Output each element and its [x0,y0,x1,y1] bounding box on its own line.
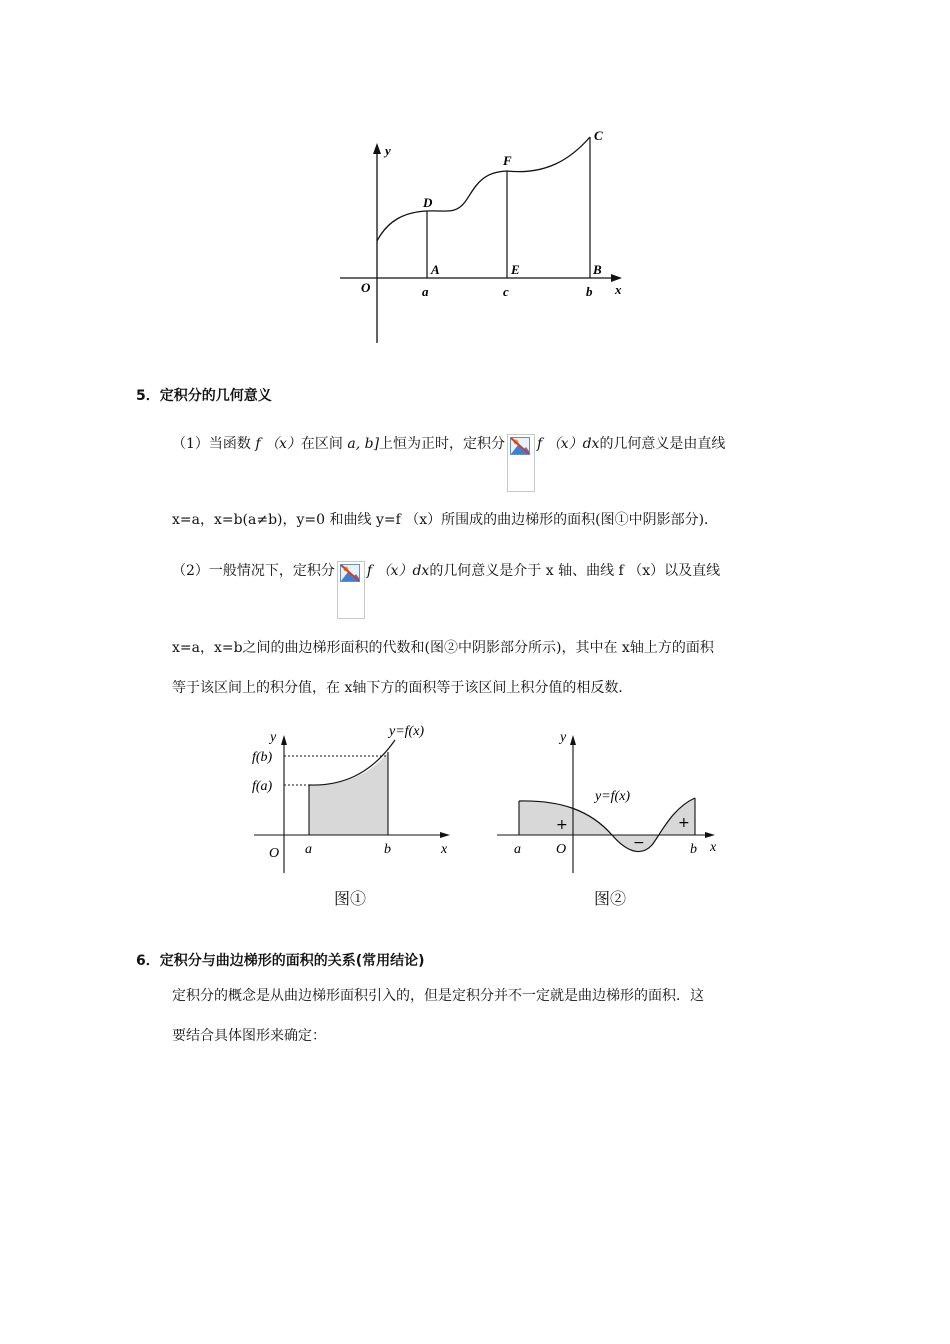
p1-mid: 在区间 [300,436,343,452]
minus-sign: − [633,835,645,851]
label-x: x [441,842,448,857]
y-axis-arrow [570,735,576,745]
label-fb: f(b) [252,750,273,765]
p2-end: 的几何意义是介于 x 轴、曲线 f （x）以及直线 [429,563,721,579]
p1-tail: 上恒为正时，定积分 [379,436,506,452]
section-5-paragraph-2 [172,561,720,619]
label-a: a [514,842,521,857]
label-y: y [560,730,567,745]
label-x: x [615,282,622,297]
p1-end: 的几何意义是由直线 [599,436,726,452]
figure-1-caption: 图① [334,889,367,908]
label-y: y [270,730,277,745]
label-E: E [511,262,520,277]
label-A: A [431,262,440,277]
label-B: B [593,262,602,277]
label-b: b [586,284,593,299]
broken-image-icon [510,437,530,455]
label-D: D [423,195,433,210]
label-O: O [556,842,567,857]
section-6-paragraph-2: 要结合具体图形来确定： [172,1028,326,1044]
section-5-paragraph-1 [172,434,725,492]
label-b: b [384,842,391,857]
label-a: a [422,284,429,299]
label-O: O [361,280,371,295]
section-5-paragraph-2b: x=a，x=b之间的曲边梯形面积的代数和(图②中阴影部分所示)，其中在 x轴上方的面积 [172,640,714,656]
plus-sign-1: + [556,817,568,833]
section-5-paragraph-1b: x=a，x=b(a≠b)，y=0 和曲线 y=f （x）所围成的曲边梯形的面积(图①中阴影部分)． [172,512,719,528]
label-b: b [690,842,697,857]
label-c: c [503,284,509,299]
p1-interval: a, b] [347,436,380,452]
x-axis-arrow [705,832,715,838]
p2-integrand: f （x）dx [366,563,430,579]
label-F: F [503,153,512,168]
label-y: y [385,143,391,158]
p1-f: f [255,436,261,452]
p1-x: （x） [265,436,301,452]
y-axis-arrow [373,143,381,154]
curve [377,137,590,241]
integral-image-placeholder-2 [337,561,365,619]
label-fa: f(a) [252,779,273,794]
curve-label: y=f(x) [389,724,425,739]
x-axis-arrow [440,832,450,838]
p1-num: （1）当函数 [172,436,251,452]
y-axis-arrow [281,735,287,745]
x-axis-arrow [611,274,622,282]
section-5-paragraph-2c: 等于该区间上的积分值，在 x轴下方的面积等于该区间上积分值的相反数． [172,680,633,696]
curve-label: y=f(x) [595,789,631,804]
section-5-heading: 5．定积分的几何意义 [136,388,272,404]
integral-image-placeholder [507,434,535,492]
label-O: O [269,846,280,861]
p1-integrand: f （x）dx [537,436,600,452]
figure-2-caption: 图② [594,889,627,908]
label-x: x [710,840,717,855]
section-6-heading: 6．定积分与曲边梯形的面积的关系(常用结论) [136,953,425,969]
p2-start: （2）一般情况下，定积分 [172,563,335,579]
plus-sign-2: + [678,815,690,831]
label-C: C [594,128,603,143]
shaded-area [309,752,388,835]
label-a: a [305,842,312,857]
top-curve-figure [330,120,640,350]
broken-image-icon [340,564,360,582]
section-6-paragraph-1: 定积分的概念是从曲边梯形面积引入的，但是定积分并不一定就是曲边梯形的面积．这 [172,988,704,1004]
